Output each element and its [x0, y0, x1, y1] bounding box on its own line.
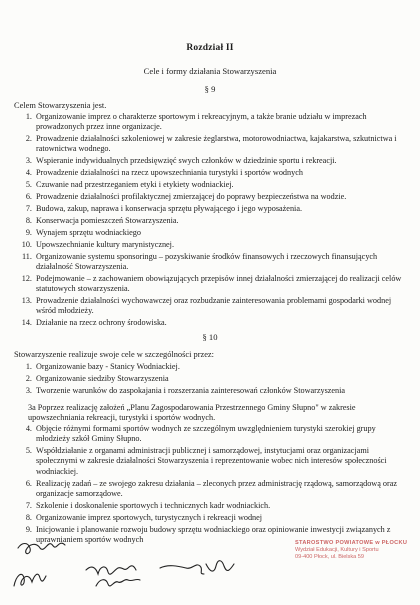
list-item: 5. Czuwanie nad przestrzeganiem etyki i etykiety wodniackiej. [34, 180, 404, 190]
stamp-line-1: STAROSTWO POWIATOWE w PŁOCKU [295, 540, 408, 546]
list-item: 2. Organizowanie siedziby Stowarzyszenia [34, 374, 404, 384]
paragraph-9-list [0, 112, 404, 330]
list-item: 6. Prowadzenie działalności profilaktycznej zmierzającej do poprawy bezpieczeństwa na wodzie. [34, 192, 404, 202]
paragraph-10-list-a [0, 362, 404, 398]
paragraph-10-mark: § 10 [202, 332, 218, 342]
list-item: 12. Podejmowanie – z zachowaniem obowiązujących przepisów innej działalności zmierzającej do realizacji celów statutowych stowarzyszenia. [34, 274, 404, 295]
list-item: 4. Prowadzenie działalności na rzecz upowszechniania turystyki i sportów wodnych [34, 168, 404, 178]
signature-5 [160, 565, 204, 574]
list-item: 4. Objęcie różnymi formami sportów wodnych ze szczególnym uwzględnieniem turystyki szerokiej grupy młodzieży szkół Gminy Słupno. [34, 424, 404, 445]
stamp-line-2: Wydział Edukacji, Kultury i Sportu [295, 547, 379, 554]
list-item: 13. Prowadzenie działalności wychowawczej oraz rozbudzanie zainteresowania problemami gospodarki wodnej wśród młodzieży. [34, 296, 404, 317]
list-item: 9. Inicjowanie i planowanie rozwoju budowy sprzętu wodniackiego oraz opiniowanie inwestycji związanych z uprawnianiem sportów wodnych [34, 525, 404, 546]
list-item: 3. Wspieranie indywidualnych przedsięwzięć swych członków w dziedzinie sportu i rekreacji. [34, 156, 404, 166]
section-title: Cele i formy działania Stowarzyszenia [143, 66, 277, 76]
official-stamp [295, 540, 413, 562]
signatures [0, 530, 300, 600]
list-item: 1. Organizowanie bazy - Stanicy Wodniackiej. [34, 362, 404, 372]
stamp-line-3: 09-400 Płock, ul. Bielska 59 [295, 554, 365, 561]
list-item: 9. Wynajem sprzętu wodniackiego [34, 228, 404, 238]
paragraph-10-intro: Stowarzyszenie realizuje swoje cele w szczególności przez: [14, 350, 214, 359]
list-item: 7. Szkolenie i doskonalenie sportowych i technicznych kadr wodniackich. [34, 501, 404, 511]
signature-2 [14, 574, 46, 586]
handwritten-signatures [0, 530, 300, 600]
signature-1 [18, 543, 65, 553]
list-item: 3. Tworzenie warunków do zaspokajania i rozszerzania zainteresowań członków Stowarzyszenia [34, 386, 404, 396]
list-item: 8. Organizowanie imprez sportowych, turystycznych i rekreacji wodnej [34, 513, 404, 523]
list-item: 2. Prowadzenie działalności szkoleniowej w zakresie żeglarstwa, motorowodniactwa, kajakarstwa, szkutnictwa i ratownictwa wodnego. [34, 134, 404, 155]
list-item: 10. Upowszechnianie kultury marynistycznej. [34, 240, 404, 250]
list-item: 11. Organizowanie systemu sponsoringu – pozyskiwanie środków finansowych i rzeczowych finansujących działalność Stowarzyszenia. [34, 252, 404, 273]
paragraph-9-mark: § 9 [204, 84, 216, 94]
list-item: 7. Budowa, zakup, naprawa i konserwacja sprzętu pływającego i jego wyposażenia. [34, 204, 404, 214]
signature-3 [86, 566, 136, 574]
paragraph-10-list-b [0, 424, 404, 547]
list-item: 8. Konserwacja pomieszczeń Stowarzyszenia. [34, 216, 404, 226]
paragraph-9-intro: Celem Stowarzyszenia jest. [14, 101, 107, 110]
list-item: 14. Działanie na rzecz ochrony środowiska. [34, 318, 404, 328]
list-item: 6. Realizację zadań – ze swojego zakresu działania – zleconych przez administrację rządową, samorządową oraz organizacje samorządowe. [34, 479, 404, 500]
signature-4 [96, 579, 140, 586]
list-item: 5. Współdziałanie z organami administracji publicznej i samorządowej, instytucjami oraz organizacjami społecznymi w zakresie działalności Stowarzyszenia i reprezentowanie wobec nich interesów społeczności wodniackiej. [34, 446, 404, 477]
signature-6 [206, 561, 234, 571]
list-item: 1. Organizowanie imprez o charakterze sportowym i rekreacyjnym, a także branie udziału w imprezach prowadzonych przez inne organizacje. [34, 112, 404, 133]
chapter-heading: Rozdział II [186, 43, 234, 53]
paragraph-10-item-3a: 3a Poprzez realizację założeń „Planu Zagospodarowania Przestrzennego Gminy Słupno" w zakresie upowszechniania rekreacji, turystyki i sportów wodnych. [28, 403, 356, 423]
